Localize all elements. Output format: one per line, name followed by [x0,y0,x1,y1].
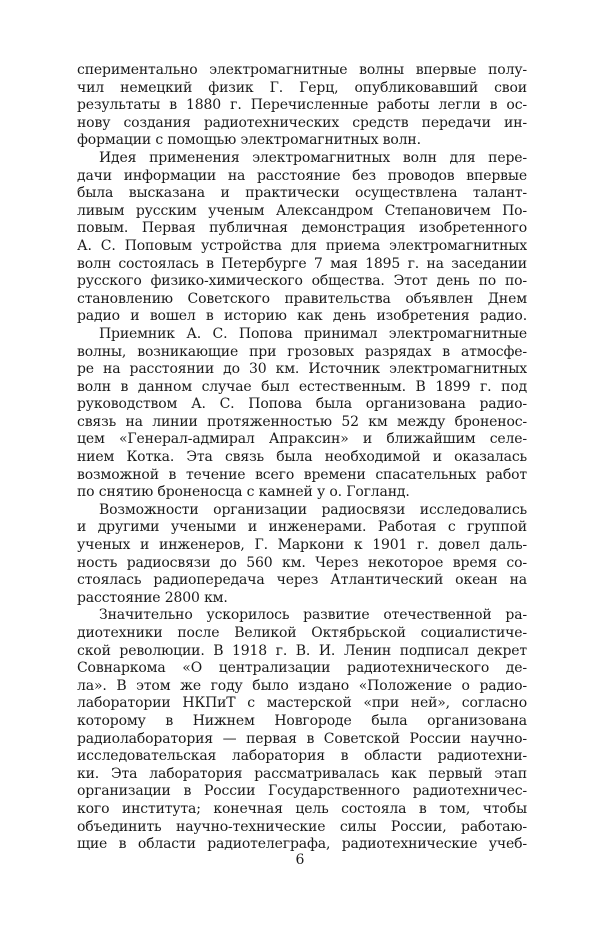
text-line: щие в области радиотелеграфа, радиотехнические учеб- [77,836,527,853]
text-line: ность радиосвязи до 560 км. Через некоторое время со- [77,554,527,571]
text-line: повым. Первая публичная демонстрация изобретенного [77,220,527,237]
text-line: А. С. Поповым устройства для приема электромагнитных [77,237,527,254]
text-line: ла». В этом же году было издано «Положение о радио- [77,677,527,694]
text-line: дачи информации на расстояние без проводов впервые [77,167,527,184]
text-line: кого института; конечная цель состояла в том, чтобы [77,800,527,817]
text-line: русского физико-химического общества. Этот день по по- [77,273,527,290]
text-line: волны, возникающие при грозовых разрядах в атмосфе- [77,343,527,360]
page-number: 6 [295,852,305,868]
text-line: лаборатории НКПиТ с мастерской «при ней», согласно [77,695,527,712]
text-line: волн состоялась в Петербурге 7 мая 1895 г. на заседании [77,255,527,272]
text-line: Значительно ускорилось развитие отечественной ра- [99,607,527,624]
text-line: становлению Советского правительства объявлен Днем [77,290,527,307]
text-line: ученых и инженеров, Г. Маркони к 1901 г. довел даль- [77,537,527,554]
text-line: результаты в 1880 г. Перечисленные работы легли в ос- [77,97,527,114]
text-line: Идея применения электромагнитных волн для пере- [99,149,527,166]
text-line: чил немецкий физик Г. Герц, опубликовавший свои [77,79,527,96]
text-line: возможной в течение всего времени спасательных работ [77,466,527,483]
text-line: ре на расстоянии до 30 км. Источник электромагнитных [77,361,527,378]
text-line: спериментально электромагнитные волны впервые полу- [77,62,527,78]
text-line: диотехники после Великой Октябрьской социалистиче- [77,625,527,641]
text-line: радиолаборатория — первая в Советской России научно- [77,730,527,747]
text-line: нием Котка. Эта связь была необходимой и оказалась [77,449,527,466]
text-line: организации в России Государственного радиотехничес- [77,783,527,800]
text-line: Возможности организации радиосвязи исследовались [99,501,527,518]
text-line: ской революции. В 1918 г. В. И. Ленин подписал декрет [77,642,527,659]
text-line: формации с помощью электромагнитных волн. [77,132,421,149]
text-line: и другими учеными и инженерами. Работая с группой [77,519,527,536]
text-line: Совнаркома «О централизации радиотехнического де- [77,660,527,677]
text-line: расстояние 2800 км. [77,589,228,606]
text-line: ливым русским ученым Александром Степановичем По- [77,202,527,219]
text-line: волн в данном случае был естественным. В 1899 г. под [77,378,527,395]
text-line: руководством А. С. Попова была организована радио- [77,396,527,413]
text-line: ки. Эта лаборатория рассматривалась как первый этап [77,765,527,782]
text-line: Приемник А. С. Попова принимал электромагнитные [99,325,527,342]
text-line: которому в Нижнем Новгороде была организована [77,712,527,729]
text-line: исследовательская лаборатория в области радиотехни- [77,748,527,765]
text-line: связь на линии протяженностью 52 км между броненос- [77,413,527,430]
text-line: цем «Генерал-адмирал Апраксин» и ближайшим селе- [77,431,527,448]
text-line: объединить научно-технические силы России, работаю- [77,818,527,835]
text-line: нову создания радиотехнических средств передачи ин- [77,114,527,131]
body-text [77,62,527,854]
text-line: по снятию броненосца с камней у о. Гогланд. [77,484,410,501]
text-line: радио и вошел в историю как день изобретения радио. [77,308,527,325]
text-line: стоялась радиопередача через Атлантический океан на [77,572,527,589]
text-line: была высказана и практически осуществлена талант- [77,185,527,202]
